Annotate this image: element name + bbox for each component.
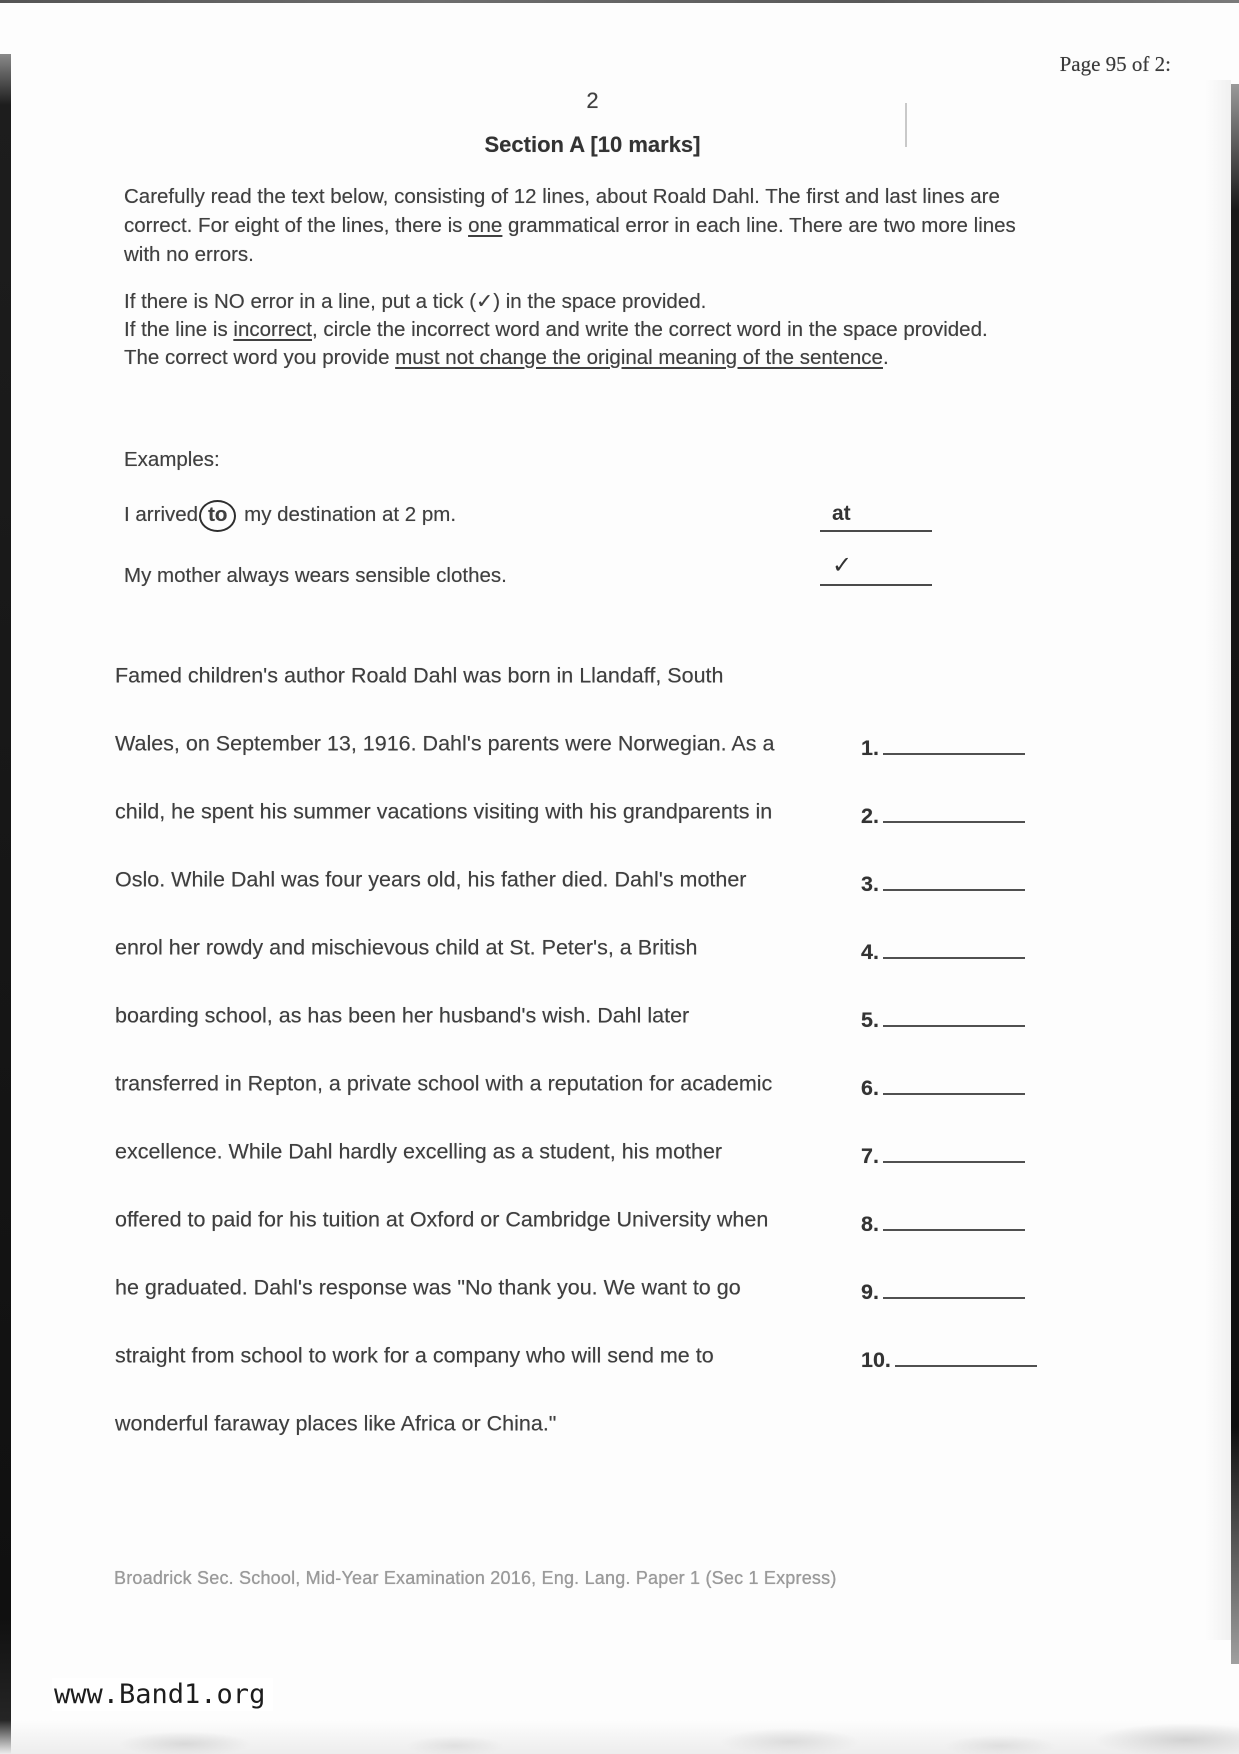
passage-line	[115, 1118, 1075, 1186]
passage	[115, 642, 1075, 1458]
answer-blank	[883, 1067, 1025, 1095]
instruction-line-1: If there is NO error in a line, put a tick (✓) in the space provided.	[124, 290, 707, 313]
line-number: 1.	[861, 736, 879, 760]
answer-slot	[861, 727, 1025, 761]
answer-slot	[861, 1135, 1025, 1169]
instruction-line-2: If the line is incorrect, circle the incorrect word and write the correct word in the space provided.	[124, 318, 988, 341]
passage-line-text: boarding school, as has been her husband's wish. Dahl later	[115, 1003, 690, 1028]
passage-line-text: excellence. While Dahl hardly excelling as a student, his mother	[115, 1139, 723, 1164]
passage-line-text: wonderful faraway places like Africa or China."	[115, 1411, 557, 1436]
intro-text-before: Carefully read the text below, consisting of 12 lines, about Roald Dahl. The first and last lines are correct. For eight of the lines, there is	[124, 185, 1000, 237]
example-sentence-1: I arrived to my destination at 2 pm.	[124, 500, 456, 532]
passage-line	[115, 846, 1075, 914]
intro-paragraph	[124, 182, 1038, 269]
answer-blank	[883, 795, 1025, 823]
line-number: 9.	[861, 1280, 879, 1304]
answer-slot	[861, 1203, 1025, 1237]
answer-blank	[883, 999, 1025, 1027]
underlined-meaning-rule: must not change the original meaning of the sentence	[395, 346, 883, 369]
instructions	[124, 288, 1038, 372]
passage-line-text: child, he spent his summer vacations visiting with his grandparents in	[115, 799, 773, 824]
passage-line-text: enrol her rowdy and mischievous child at St. Peter's, a British	[115, 935, 698, 960]
line-number: 6.	[861, 1076, 879, 1100]
passage-line	[115, 1322, 1075, 1390]
line-number: 2.	[861, 804, 879, 828]
section-title: Section A [10 marks]	[484, 132, 701, 157]
passage-line	[115, 1390, 1075, 1458]
answer-blank	[883, 1203, 1025, 1231]
answer-slot	[861, 1339, 1037, 1373]
answer-slot	[861, 863, 1025, 897]
line-number: 4.	[861, 940, 879, 964]
passage-line	[115, 642, 1075, 710]
answer-slot	[861, 795, 1025, 829]
answer-slot	[861, 1271, 1025, 1305]
answer-slot	[861, 999, 1025, 1033]
scan-right-border	[1231, 84, 1239, 1664]
passage-line	[115, 914, 1075, 982]
example-answer-1: at	[832, 502, 851, 525]
scan-right-shadow	[1205, 80, 1231, 1640]
underlined-incorrect: incorrect	[233, 318, 312, 341]
answer-blank	[883, 727, 1025, 755]
answer-blank	[883, 1135, 1025, 1163]
passage-line-text: Oslo. While Dahl was four years old, his father died. Dahl's mother	[115, 867, 747, 892]
circled-word: to	[199, 500, 236, 532]
example-sentence-2: My mother always wears sensible clothes.	[124, 564, 507, 587]
answer-slot	[861, 1067, 1025, 1101]
passage-line	[115, 778, 1075, 846]
passage-line	[115, 1050, 1075, 1118]
intro-underlined-word: one	[468, 214, 503, 237]
passage-line	[115, 1254, 1075, 1322]
instruction-line-3: The correct word you provide must not change the original meaning of the sentence.	[124, 346, 889, 369]
line-number: 7.	[861, 1144, 879, 1168]
intro-text-after: grammatical error in each line. There are two more lines with no errors.	[124, 214, 1016, 266]
scan-bottom-band	[0, 1720, 1239, 1754]
line-number: 8.	[861, 1212, 879, 1236]
passage-line-text: straight from school to work for a company who will send me to	[115, 1343, 714, 1368]
answer-blank	[895, 1339, 1037, 1367]
exam-footer: Broadrick Sec. School, Mid-Year Examination 2016, Eng. Lang. Paper 1 (Sec 1 Express)	[114, 1568, 837, 1588]
page-info: Page 95 of 2:	[1059, 52, 1171, 76]
passage-line-text: offered to paid for his tuition at Oxford or Cambridge University when	[115, 1207, 769, 1232]
example-answer-blank-2	[820, 548, 932, 586]
answer-blank	[883, 863, 1025, 891]
answer-slot	[861, 931, 1025, 965]
passage-line	[115, 710, 1075, 778]
passage-line-text: Wales, on September 13, 1916. Dahl's parents were Norwegian. As a	[115, 731, 775, 756]
scan-top-edge	[0, 0, 1239, 3]
scan-left-border	[0, 54, 11, 1754]
answer-blank	[883, 931, 1025, 959]
line-number: 10.	[861, 1348, 891, 1372]
passage-line-text: transferred in Repton, a private school with a reputation for academic	[115, 1071, 773, 1096]
passage-line-text: he graduated. Dahl's response was "No thank you. We want to go	[115, 1275, 741, 1300]
line-number: 3.	[861, 872, 879, 896]
example-answer-tick: ✓	[832, 552, 853, 579]
passage-line-text: Famed children's author Roald Dahl was born in Llandaff, South	[115, 663, 724, 688]
line-number: 5.	[861, 1008, 879, 1032]
examples-heading: Examples:	[124, 448, 220, 471]
example-answer-blank-1	[820, 494, 932, 532]
passage-line	[115, 1186, 1075, 1254]
answer-blank	[883, 1271, 1025, 1299]
page-number: 2	[586, 88, 599, 113]
passage-line	[115, 982, 1075, 1050]
watermark: www.Band1.org	[52, 1678, 273, 1711]
